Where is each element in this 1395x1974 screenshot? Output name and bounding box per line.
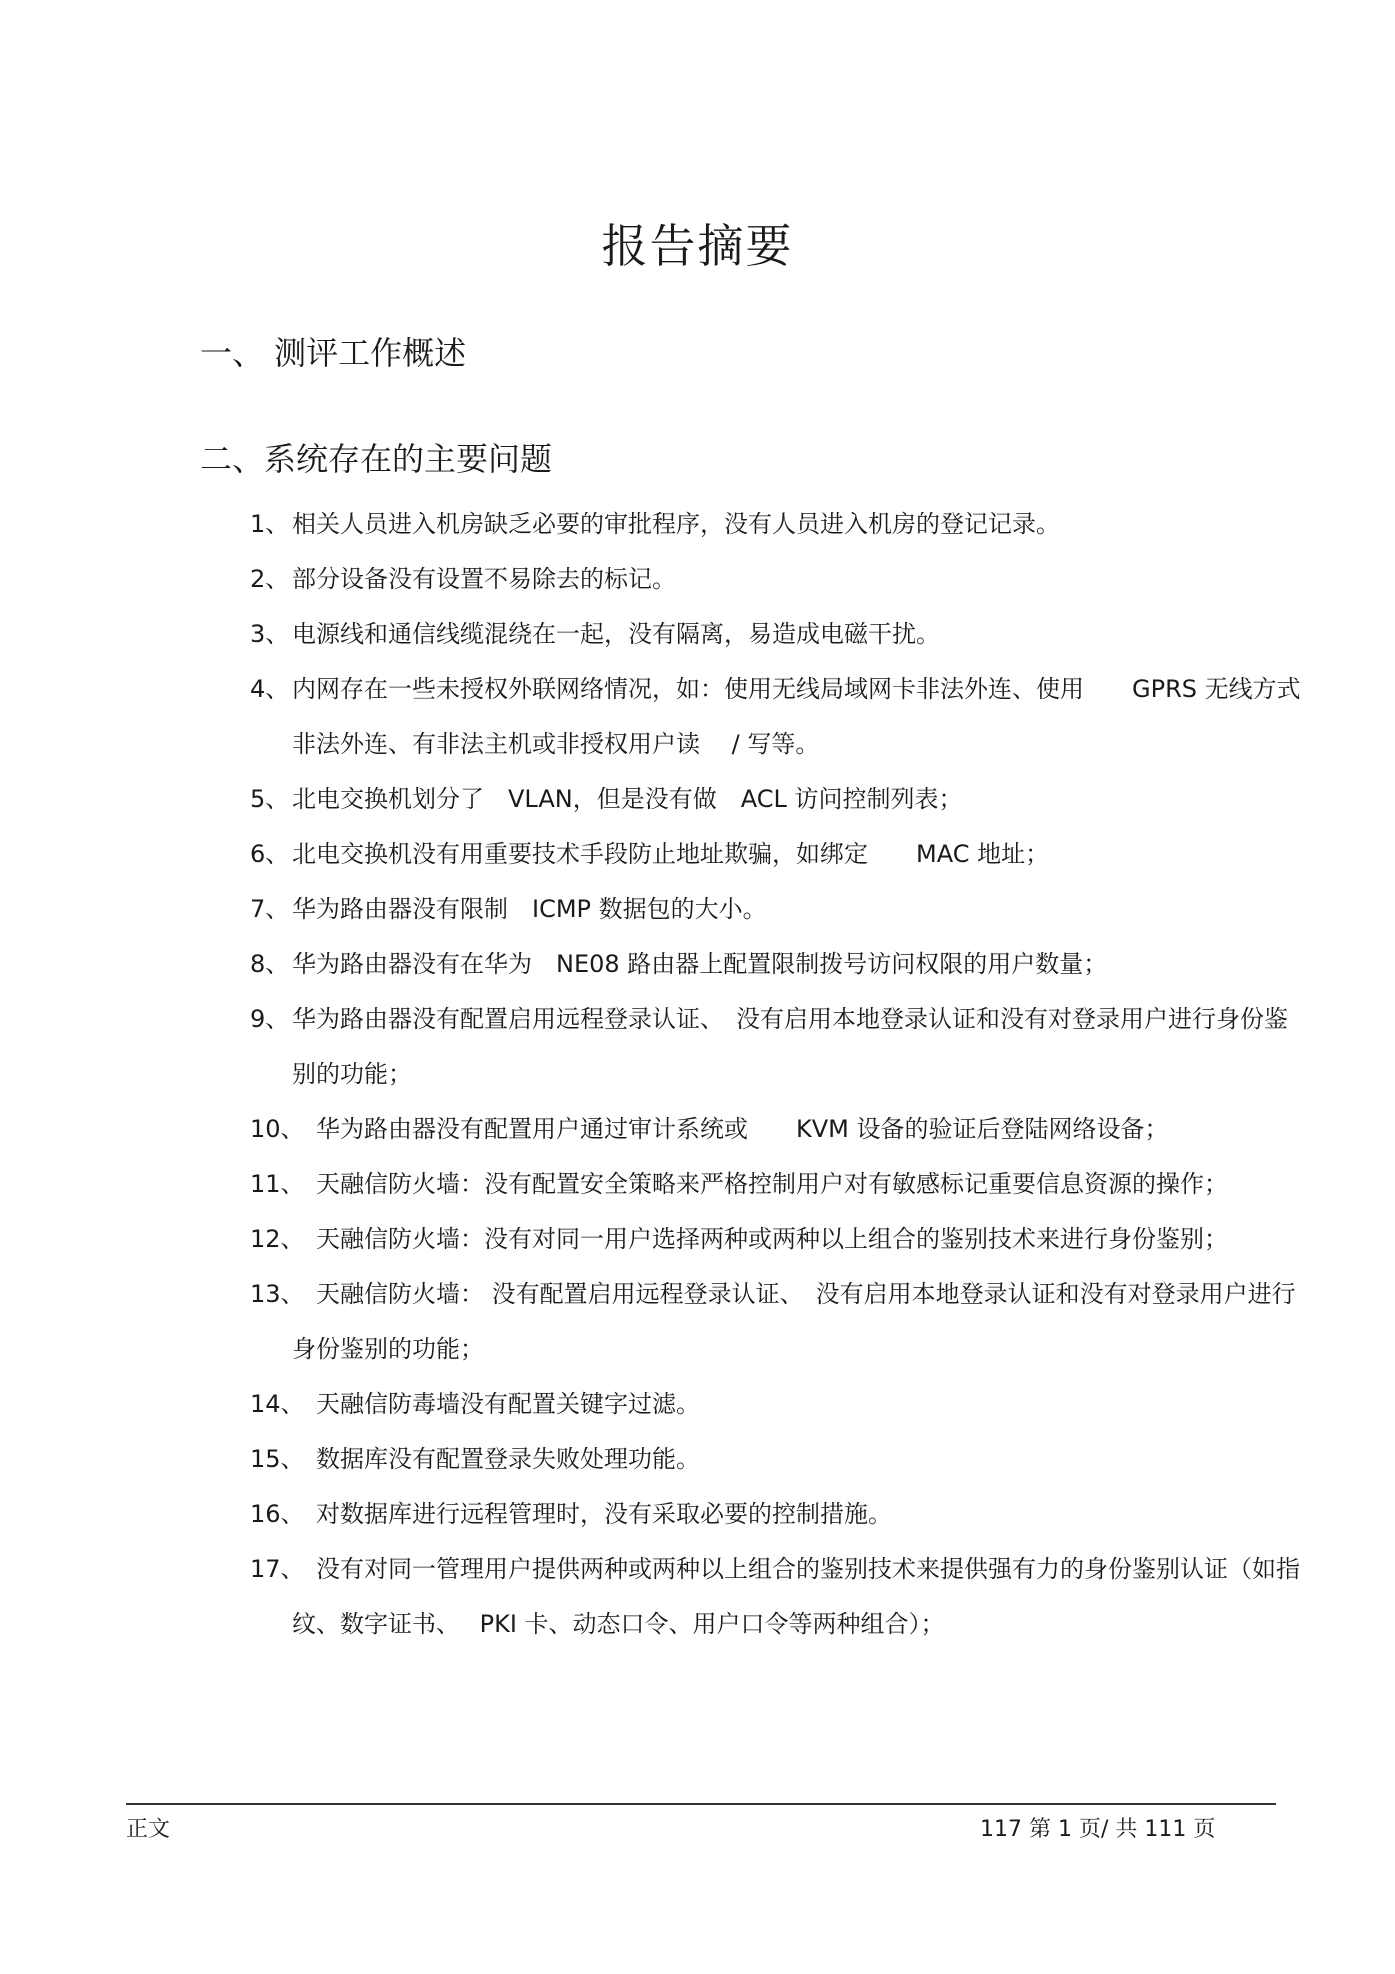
section-heading-problems: 二、系统存在的主要问题 bbox=[200, 440, 553, 478]
item-number: 5、 bbox=[250, 785, 290, 813]
item-number: 7、 bbox=[250, 895, 290, 923]
list-item bbox=[250, 497, 1310, 552]
report-title: 报告摘要 bbox=[601, 219, 794, 273]
item-number: 2、 bbox=[250, 565, 290, 593]
item-number: 17、 bbox=[250, 1555, 305, 1583]
list-item bbox=[250, 1102, 1310, 1157]
list-item bbox=[250, 1487, 1310, 1542]
item-text: 北电交换机没有用重要技术手段防止地址欺骗，如绑定 MAC 地址； bbox=[292, 840, 1050, 868]
item-number: 11、 bbox=[250, 1170, 305, 1198]
item-number: 16、 bbox=[250, 1500, 305, 1528]
item-number: 3、 bbox=[250, 620, 290, 648]
footer-section-label: 正文 bbox=[126, 1817, 171, 1842]
item-text: 电源线和通信线缆混绕在一起，没有隔离，易造成电磁干扰。 bbox=[292, 620, 940, 648]
problem-list bbox=[250, 497, 1310, 1652]
list-item bbox=[250, 552, 1310, 607]
item-text: 华为路由器没有配置用户通过审计系统或 KVM 设备的验证后登陆网络设备； bbox=[292, 1115, 1169, 1143]
list-item bbox=[250, 882, 1310, 937]
list-item bbox=[250, 1432, 1310, 1487]
item-number: 14、 bbox=[250, 1390, 305, 1418]
section-heading-overview: 一、 测评工作概述 bbox=[200, 334, 467, 372]
item-number: 10、 bbox=[250, 1115, 305, 1143]
item-text: 华为路由器没有配置启用远程登录认证、 没有启用本地登录认证和没有对登录用户进行身份鉴别的功能； bbox=[292, 1005, 1288, 1088]
list-item bbox=[250, 1267, 1310, 1377]
item-number: 13、 bbox=[250, 1280, 305, 1308]
list-item bbox=[250, 772, 1310, 827]
item-text: 天融信防火墙：没有对同一用户选择两种或两种以上组合的鉴别技术来进行身份鉴别； bbox=[292, 1225, 1228, 1253]
item-number: 15、 bbox=[250, 1445, 305, 1473]
item-number: 12、 bbox=[250, 1225, 305, 1253]
footer-divider bbox=[126, 1803, 1276, 1805]
item-text: 相关人员进入机房缺乏必要的审批程序，没有人员进入机房的登记记录。 bbox=[292, 510, 1060, 538]
item-text: 华为路由器没有在华为 NE08 路由器上配置限制拨号访问权限的用户数量； bbox=[292, 950, 1108, 978]
item-text: 没有对同一管理用户提供两种或两种以上组合的鉴别技术来提供强有力的身份鉴别认证（如指纹、数字证书、 PKI 卡、动态口令、用户口令等两种组合）； bbox=[292, 1555, 1300, 1638]
footer-page-number: 117 第 1 页/ 共 111 页 bbox=[980, 1817, 1216, 1842]
item-text: 部分设备没有设置不易除去的标记。 bbox=[292, 565, 676, 593]
item-text: 天融信防火墙： 没有配置启用远程登录认证、 没有启用本地登录认证和没有对登录用户进行身份鉴别的功能； bbox=[292, 1280, 1296, 1363]
item-text: 天融信防毒墙没有配置关键字过滤。 bbox=[292, 1390, 700, 1418]
list-item bbox=[250, 1542, 1310, 1652]
list-item bbox=[250, 827, 1310, 882]
item-number: 6、 bbox=[250, 840, 290, 868]
item-number: 9、 bbox=[250, 1005, 290, 1033]
item-text: 北电交换机划分了 VLAN，但是没有做 ACL 访问控制列表； bbox=[292, 785, 963, 813]
list-item bbox=[250, 607, 1310, 662]
item-text: 天融信防火墙：没有配置安全策略来严格控制用户对有敏感标记重要信息资源的操作； bbox=[292, 1170, 1228, 1198]
list-item bbox=[250, 1157, 1310, 1212]
list-item bbox=[250, 662, 1310, 772]
list-item bbox=[250, 1212, 1310, 1267]
list-item bbox=[250, 992, 1310, 1102]
list-item bbox=[250, 1377, 1310, 1432]
item-number: 8、 bbox=[250, 950, 290, 978]
item-number: 4、 bbox=[250, 675, 290, 703]
list-item bbox=[250, 937, 1310, 992]
item-text: 华为路由器没有限制 ICMP 数据包的大小。 bbox=[292, 895, 767, 923]
item-text: 内网存在一些未授权外联网络情况，如：使用无线局域网卡非法外连、使用 GPRS 无线方式非法外连、有非法主机或非授权用户读 / 写等。 bbox=[292, 675, 1301, 758]
item-text: 数据库没有配置登录失败处理功能。 bbox=[292, 1445, 700, 1473]
item-text: 对数据库进行远程管理时，没有采取必要的控制措施。 bbox=[292, 1500, 892, 1528]
item-number: 1、 bbox=[250, 510, 290, 538]
